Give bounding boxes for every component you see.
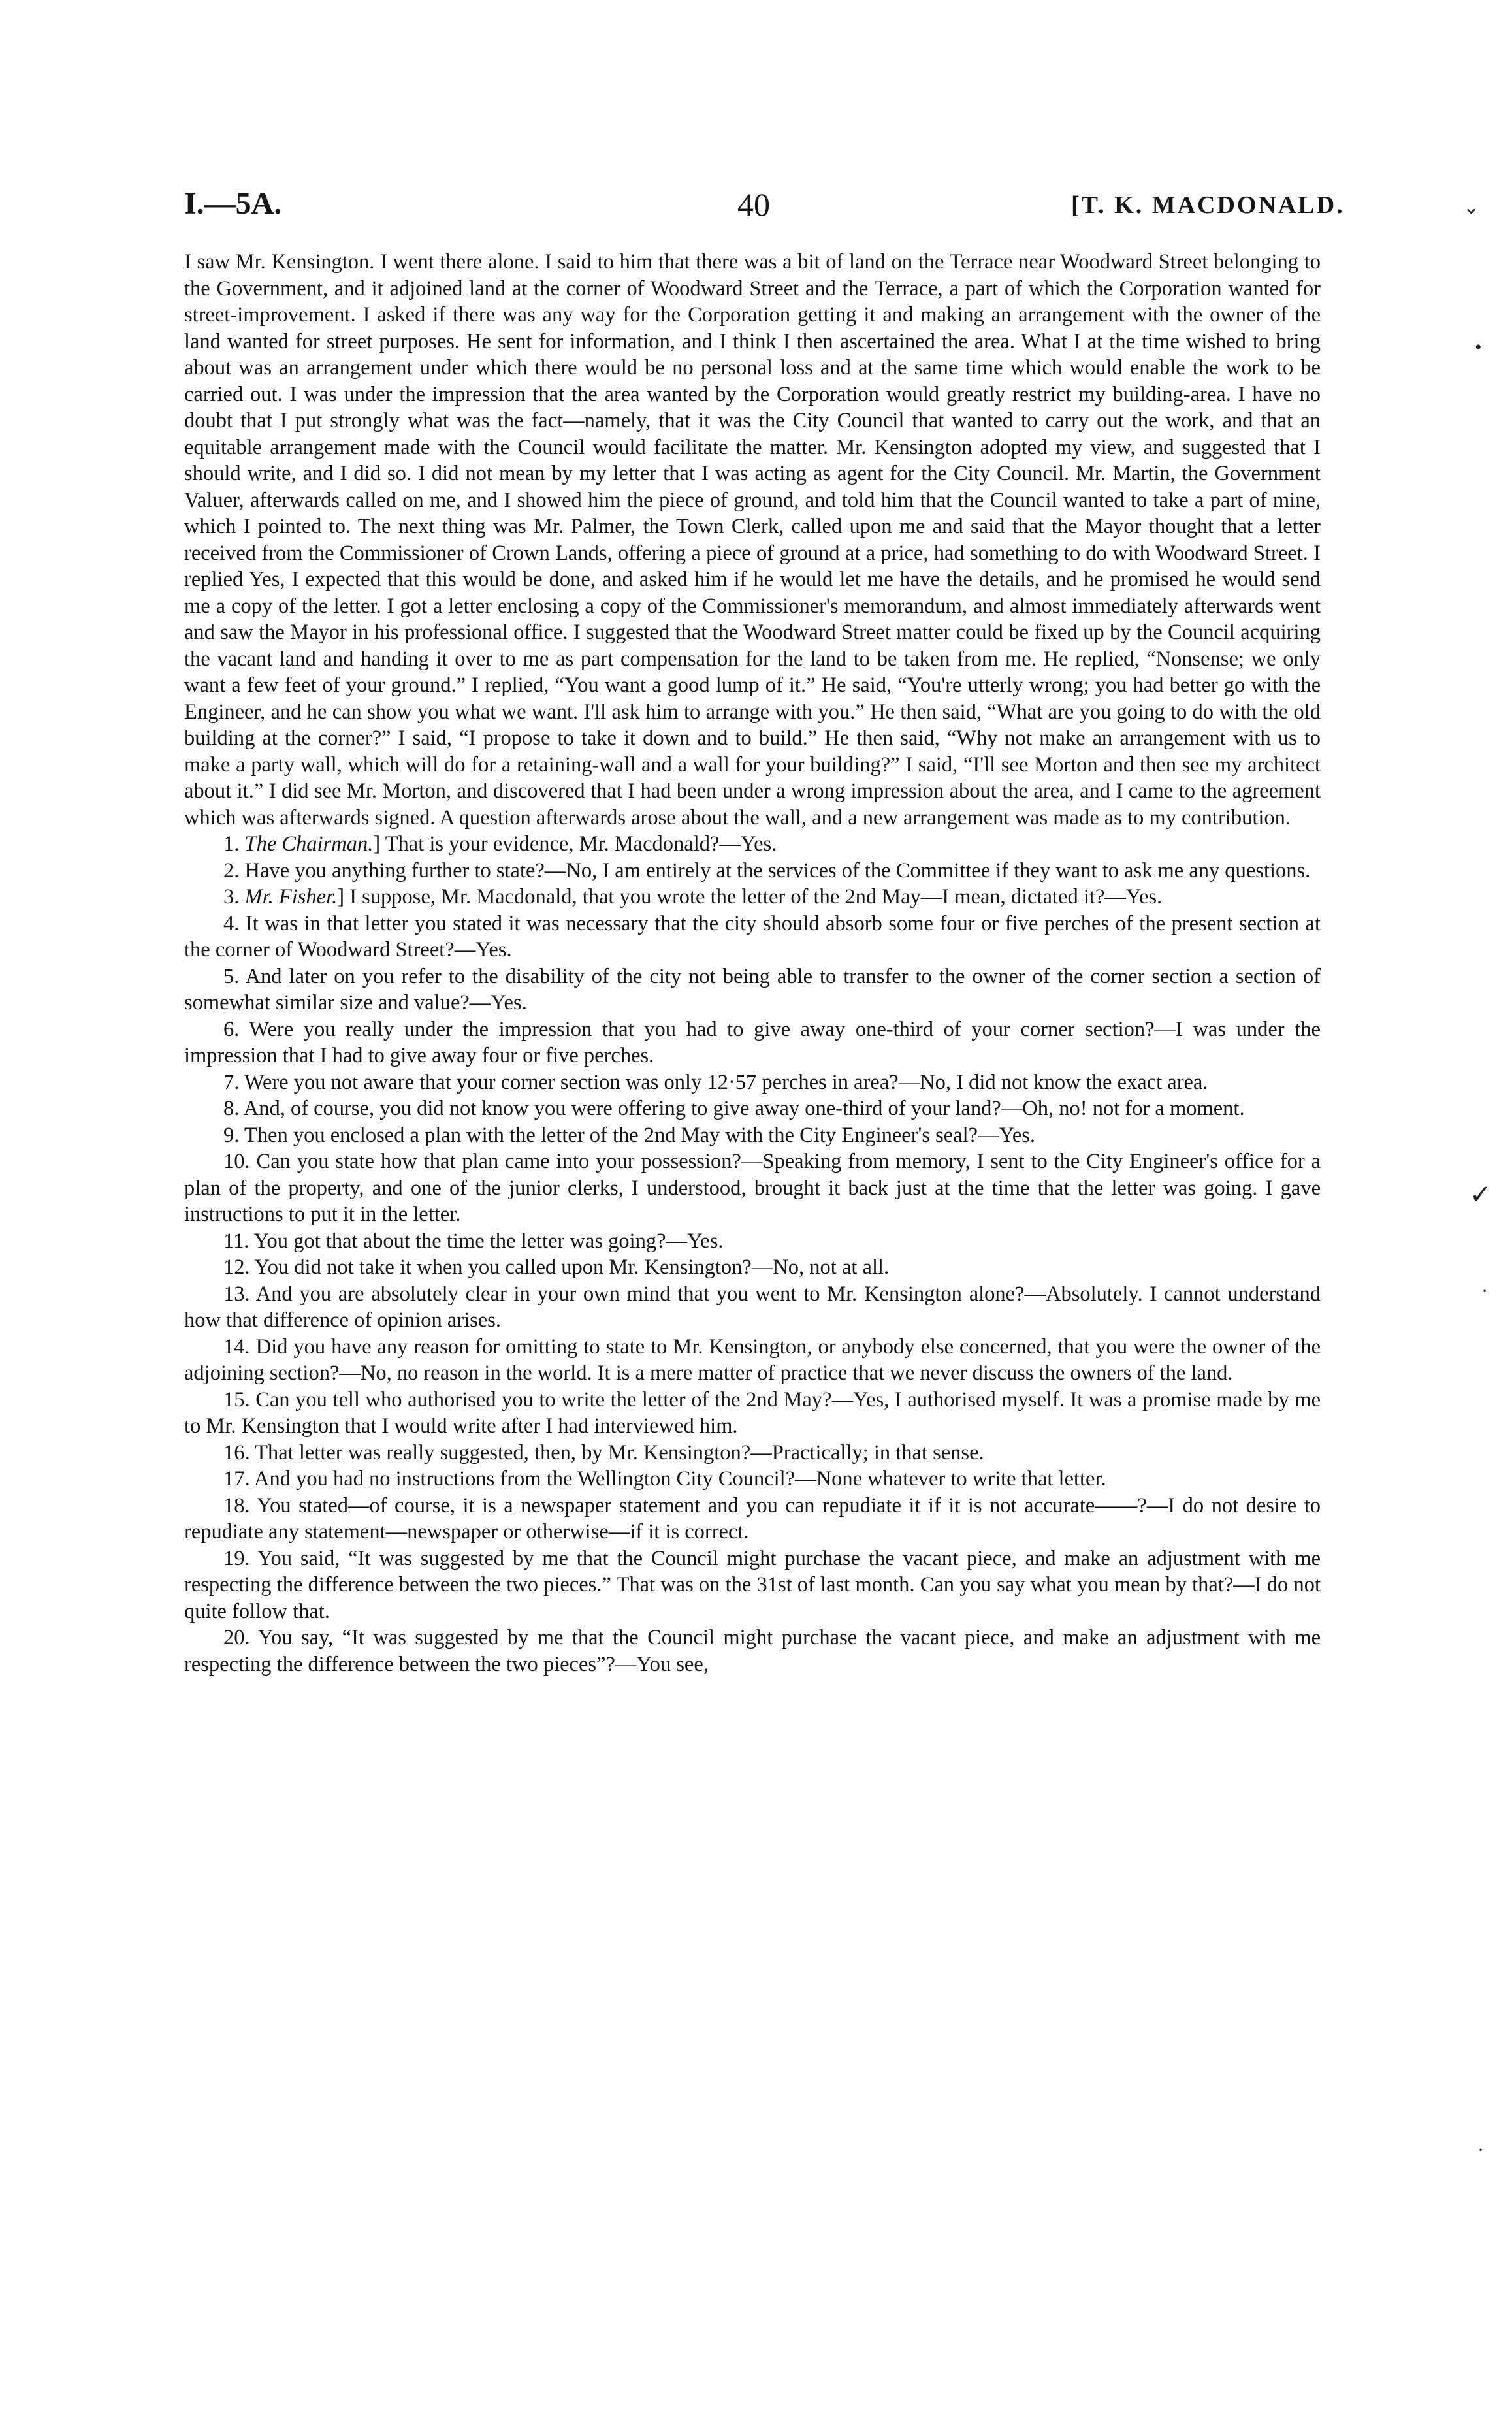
question-number: 20. bbox=[223, 1626, 250, 1649]
question-number: 5. bbox=[223, 964, 240, 988]
question-number: 11. bbox=[223, 1229, 249, 1253]
question-text: You said, “It was suggested by me that the Council might purchase the vacant piece, and make an adjustment with me respecting the difference between the two pieces.” That was on the 31st of last month. Can you say what you mean by that?—I do not quite follow that. bbox=[184, 1546, 1321, 1623]
question-number: 6. bbox=[223, 1017, 240, 1041]
question-number: 15. bbox=[223, 1387, 250, 1412]
question-number: 3. bbox=[223, 885, 240, 909]
question-text: ] That is your evidence, Mr. Macdonald?—Yes. bbox=[373, 832, 777, 856]
question-text: Can you tell who authorised you to write the letter of the 2nd May?—Yes, I authorised myself. It was a promise made by me to Mr. Kensington that I would write after I had interviewed him. bbox=[184, 1387, 1321, 1438]
question-text: You got that about the time the letter was going?—Yes. bbox=[253, 1229, 724, 1253]
question-number: 8. bbox=[223, 1097, 240, 1120]
question-text: Were you not aware that your corner section was only 12·57 perches in area?—No, I did not know the exact area. bbox=[244, 1070, 1208, 1094]
question-text: Can you state how that plan came into your possession?—Speaking from memory, I sent to the City Engineer's office for a plan of the property, and one of the junior clerks, I understood, brought it back just at the time that the letter was going. I gave instructions to put it in the letter. bbox=[184, 1150, 1321, 1226]
question-number: 14. bbox=[223, 1335, 250, 1359]
question-answer bbox=[184, 1334, 1321, 1387]
question-text: That letter was really suggested, then, by Mr. Kensington?—Practically; in that sense. bbox=[255, 1440, 984, 1465]
question-number: 17. bbox=[223, 1467, 250, 1491]
question-text: It was in that letter you stated it was necessary that the city should absorb some four or five perches of the present section at the corner of Woodward Street?—Yes. bbox=[184, 911, 1321, 962]
question-answer bbox=[184, 1493, 1321, 1546]
question-number: 2. bbox=[223, 858, 240, 883]
evidence-body bbox=[184, 249, 1321, 1678]
question-text: And, of course, you did not know you were offering to give away one-third of your land?—Oh, no! not for a moment. bbox=[243, 1097, 1245, 1120]
question-number: 19. bbox=[223, 1546, 250, 1570]
question-answer bbox=[184, 1228, 1321, 1255]
question-answer bbox=[184, 1387, 1321, 1440]
margin-dot-mark: · bbox=[1477, 2139, 1484, 2161]
question-answer bbox=[184, 884, 1321, 911]
witness-statement: I saw Mr. Kensington. I went there alone. I said to him that there was a bit of land on the Terrace near Woodward Street belonging to the Government, and it adjoined land at the corner of Woodward Street and the Terrace, a part of which the Corporation wanted for street-improvement. I asked if there was any way for the Corporation getting it and making an arrangement with the owner of the land wanted for street purposes. He sent for information, and I think I then ascertained the area. What I at the time wished to bring about was an arrangement under which there would be no personal loss and at the same time which would enable the work to be carried out. I was under the impression that the area wanted by the Corporation would greatly restrict my building-area. I have no doubt that I put strongly what was the fact—namely, that it was the City Council that wanted to carry out the work, and that an equitable arrangement made with the Council would facilitate the matter. Mr. Kensington adopted my view, and suggested that I should write, and I did so. I did not mean by my letter that I was acting as agent for the City Council. Mr. Martin, the Government Valuer, afterwards called on me, and I showed him the piece of ground, and told him that the Council wanted to take a part of mine, which I pointed to. The next thing was Mr. Palmer, the Town Clerk, called upon me and said that the Mayor thought that a letter received from the Commissioner of Crown Lands, offering a piece of ground at a price, had something to do with Woodward Street. I replied Yes, I expected that this would be done, and asked him if he would let me have the details, and he promised he would send me a copy of the letter. I got a letter enclosing a copy of the Commissioner's memorandum, and almost immediately afterwards went and saw the Mayor in his professional office. I suggested that the Woodward Street matter could be fixed up by the Council acquiring the vacant land and handing it over to me as part compensation for the land to be taken from me. He replied, “Nonsense; we only want a few feet of your ground.” I replied, “You want a good lump of it.” He said, “You're utterly wrong; you had better go with the Engineer, and he can show you what we want. I'll ask him to arrange with you.” He then said, “What are you going to do with the old building at the corner?” I said, “I propose to take it down and to build.” He then said, “Why not make an arrangement with us to make a party wall, which will do for a retaining-wall and a wall for your building?” I said, “I'll see Morton and then see my architect about it.” I did see Mr. Morton, and discovered that I had been under a wrong impression about the area, and I came to the agreement which was afterwards signed. A question afterwards arose about the wall, and a new arrangement was made as to my contribution. bbox=[184, 250, 1321, 830]
question-number: 7. bbox=[223, 1070, 240, 1094]
question-text: Did you have any reason for omitting to state to Mr. Kensington, or anybody else concerned, that you were the owner of the adjoining section?—No, no reason in the world. It is a mere matter of practice that we never discuss the owners of the land. bbox=[184, 1335, 1321, 1385]
paper-reference: I.—5A. bbox=[184, 186, 282, 221]
question-answer bbox=[184, 1069, 1321, 1096]
question-answer bbox=[184, 1440, 1321, 1467]
question-list bbox=[184, 831, 1321, 1678]
question-number: 18. bbox=[223, 1493, 250, 1517]
question-answer bbox=[184, 1016, 1321, 1069]
speaker-name: The Chairman. bbox=[244, 832, 374, 856]
question-text: Have you anything further to state?—No, I am entirely at the services of the Committee if they want to ask me any questions. bbox=[244, 858, 1311, 883]
question-text: Were you really under the impression that you had to give away one-third of your corner section?—I was under the impression that I had to give away four or five perches. bbox=[184, 1017, 1321, 1067]
question-number: 12. bbox=[223, 1256, 250, 1279]
question-text: Then you enclosed a plan with the letter of the 2nd May with the City Engineer's seal?—Yes. bbox=[244, 1123, 1036, 1147]
speaker-name: Mr. Fisher. bbox=[244, 885, 338, 909]
question-answer bbox=[184, 1254, 1321, 1281]
question-number: 16. bbox=[223, 1440, 250, 1465]
question-answer bbox=[184, 1281, 1321, 1334]
question-text: You did not take it when you called upon Mr. Kensington?—No, not at all. bbox=[254, 1256, 890, 1279]
page-number: 40 bbox=[737, 186, 770, 223]
margin-dot-mark: · bbox=[1481, 1280, 1488, 1302]
question-text: And later on you refer to the disability of the city not being able to transfer to the owner of the corner section a section of somewhat similar size and value?—Yes. bbox=[184, 964, 1321, 1014]
question-text: ] I suppose, Mr. Macdonald, that you wrote the letter of the 2nd May—I mean, dictated it?—Yes. bbox=[337, 885, 1163, 909]
question-answer bbox=[184, 911, 1321, 964]
question-number: 4. bbox=[223, 911, 240, 935]
margin-dot-mark: • bbox=[1475, 336, 1482, 358]
question-text: You stated—of course, it is a newspaper statement and you can repudiate it if it is not accurate——?—I do not desire to repudiate any statement—newspaper or otherwise—if it is correct. bbox=[184, 1493, 1321, 1544]
margin-tick-mark: ⌄ bbox=[1463, 197, 1480, 218]
question-answer bbox=[184, 1122, 1321, 1149]
question-answer bbox=[184, 1546, 1321, 1625]
question-answer bbox=[184, 1466, 1321, 1493]
margin-pen-mark: ✓ bbox=[1470, 1180, 1492, 1209]
question-answer bbox=[184, 1148, 1321, 1228]
witness-running-head: [T. K. MACDONALD. bbox=[1071, 191, 1345, 219]
question-text: And you are absolutely clear in your own mind that you went to Mr. Kensington alone?—Absolutely. I cannot understand how that difference of opinion arises. bbox=[184, 1282, 1321, 1332]
question-text: And you had no instructions from the Wellington City Council?—None whatever to write that letter. bbox=[253, 1467, 1106, 1491]
question-answer bbox=[184, 1625, 1321, 1678]
question-number: 1. bbox=[223, 832, 240, 856]
question-answer bbox=[184, 964, 1321, 1016]
question-number: 9. bbox=[223, 1123, 240, 1147]
question-answer bbox=[184, 831, 1321, 858]
question-answer bbox=[184, 1095, 1321, 1122]
question-text: You say, “It was suggested by me that the Council might purchase the vacant piece, and make an adjustment with me respecting the difference between the two pieces”?—You see, bbox=[184, 1626, 1321, 1676]
question-number: 10. bbox=[223, 1150, 250, 1173]
question-number: 13. bbox=[223, 1282, 250, 1306]
question-answer bbox=[184, 858, 1321, 884]
